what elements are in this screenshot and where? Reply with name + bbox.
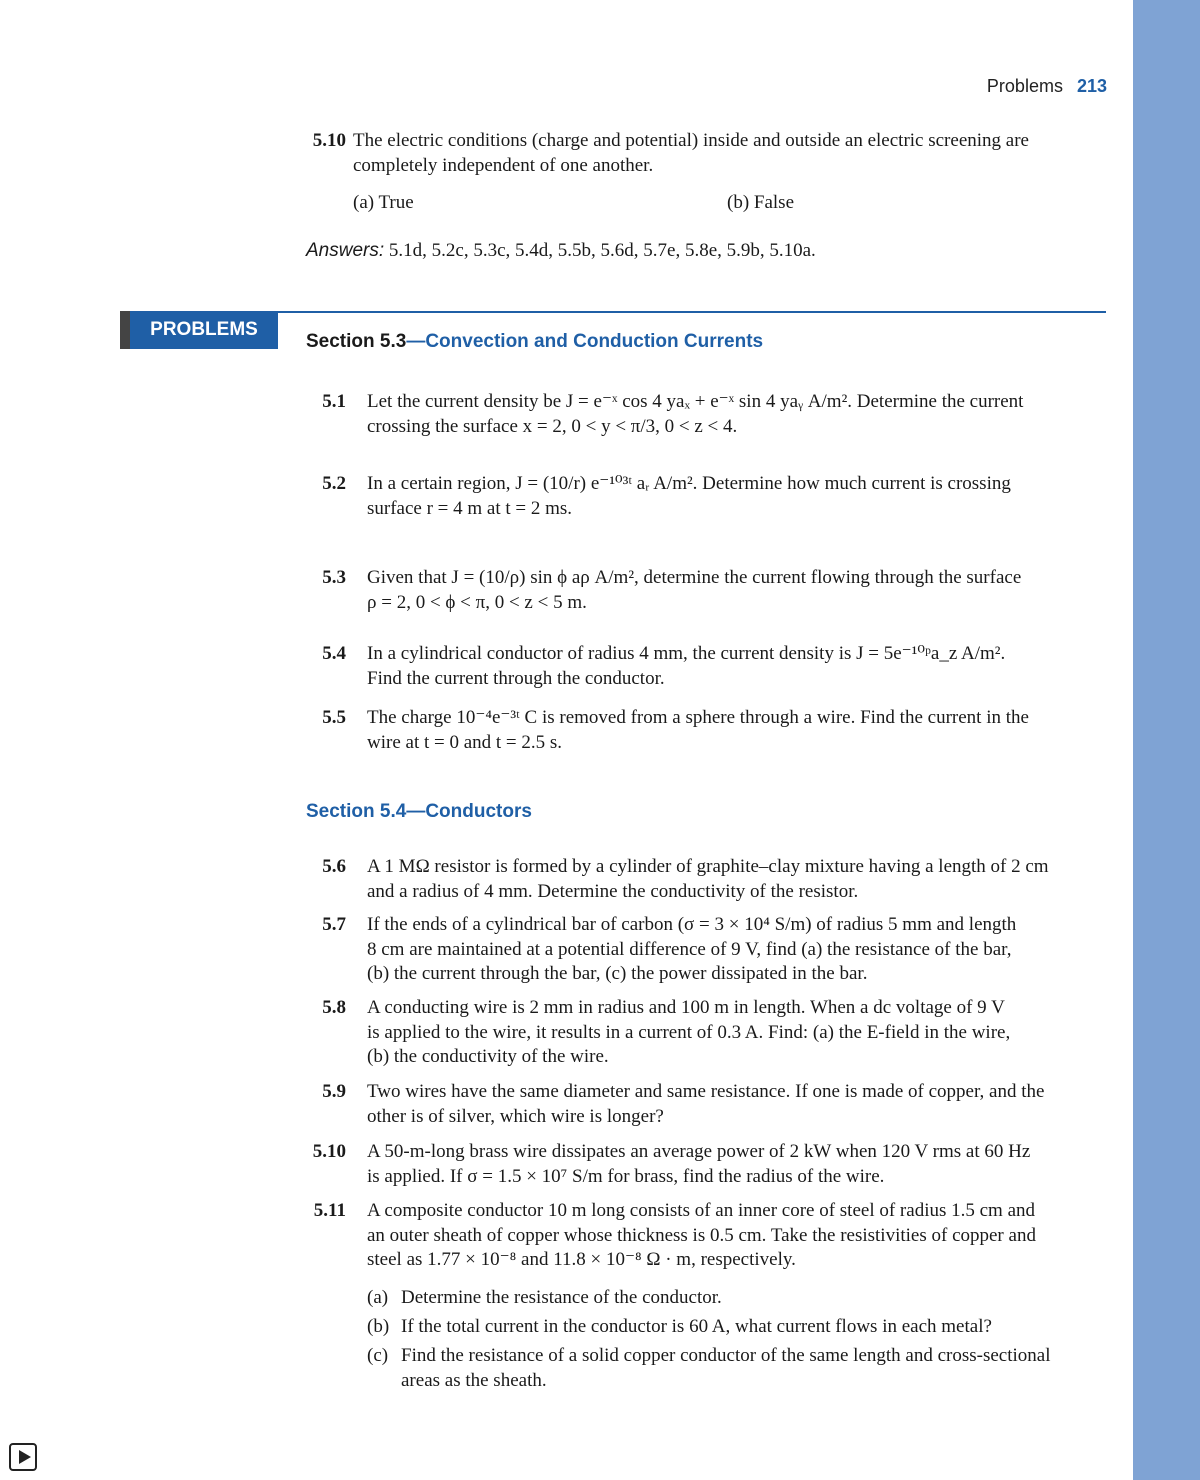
problem-number: 5.4 — [322, 643, 346, 664]
answers-line — [306, 239, 816, 263]
section-number: Section 5.3 — [306, 331, 407, 352]
problem-line: wire at t = 0 and t = 2.5 s. — [367, 731, 563, 753]
subpart-text-continued: areas as the sheath. — [401, 1369, 547, 1391]
problem-line: ρ = 2, 0 < ϕ < π, 0 < z < 5 m. — [367, 591, 587, 613]
play-icon[interactable] — [9, 1443, 37, 1471]
problem-line: Find the current through the conductor. — [367, 667, 665, 689]
problem-line: is applied. If σ = 1.5 × 10⁷ S/m for brass, find the radius of the wire. — [367, 1165, 885, 1187]
problem-number: 5.1 — [322, 391, 346, 412]
page-number: 213 — [1076, 76, 1107, 96]
problem-line: crossing the surface x = 2, 0 < y < π/3, 0 < z < 4. — [367, 415, 738, 437]
problem-line: steel as 1.77 × 10⁻⁸ and 11.8 × 10⁻⁸ Ω · m, respectively. — [367, 1249, 796, 1270]
subpart-text: Find the resistance of a solid copper conductor of the same length and cross-sectional — [401, 1345, 1051, 1366]
problem-number: 5.2 — [322, 473, 346, 494]
problem-number: 5.5 — [322, 707, 346, 728]
subpart-label: (b) — [367, 1316, 390, 1337]
problem-line: is applied to the wire, it results in a current of 0.3 A. Find: (a) the E-field in the wire, — [367, 1021, 1011, 1043]
subpart-c — [367, 1344, 1109, 1393]
review-question-line-1: The electric conditions (charge and potential) inside and outside an electric screening are — [353, 130, 1029, 151]
problem-number: 5.10 — [312, 1141, 346, 1162]
problem-line: and a radius of 4 mm. Determine the conductivity of the resistor. — [367, 880, 859, 902]
problem-line: Let the current density be J = e⁻ˣ cos 4 yaₓ + e⁻ˣ sin 4 yaᵧ A/m². Determine the current — [367, 391, 1024, 412]
subpart-text: If the total current in the conductor is 60 A, what current flows in each metal? — [401, 1316, 992, 1337]
answers-label: Answers: — [306, 240, 385, 261]
subpart-a — [367, 1286, 1109, 1311]
problems-tag: PROBLEMS — [120, 311, 278, 349]
side-band — [1133, 0, 1200, 1480]
section-number: Section 5.4 — [306, 801, 407, 822]
problem-line: an outer sheath of copper whose thickness is 0.5 cm. Take the resistivities of copper and — [367, 1224, 1036, 1246]
header-label: Problems — [986, 76, 1063, 96]
problem-number: 5.6 — [322, 856, 346, 877]
problem-line: If the ends of a cylindrical bar of carbon (σ = 3 × 10⁴ S/m) of radius 5 mm and length — [367, 914, 1017, 935]
section-heading-5-4 — [306, 801, 532, 823]
review-option-a: (a) True — [353, 192, 414, 213]
review-option-b: (b) False — [727, 192, 795, 213]
problem-line: A composite conductor 10 m long consists of an inner core of steel of radius 1.5 cm and — [367, 1200, 1036, 1221]
problem-line: A conducting wire is 2 mm in radius and 100 m in length. When a dc voltage of 9 V — [367, 997, 1005, 1018]
answers-text: 5.1d, 5.2c, 5.3c, 5.4d, 5.5b, 5.6d, 5.7e, 5.8e, 5.9b, 5.10a. — [388, 240, 816, 261]
section-heading-5-3 — [306, 331, 763, 353]
problem-line: In a cylindrical conductor of radius 4 mm, the current density is J = 5e⁻¹⁰ᵖa_z A/m². — [367, 643, 1006, 664]
subpart-label: (a) — [367, 1287, 389, 1308]
problem-number: 5.3 — [322, 567, 346, 588]
problem-line: A 50-m-long brass wire dissipates an average power of 2 kW when 120 V rms at 60 Hz — [367, 1141, 1031, 1162]
problem-number: 5.7 — [322, 914, 346, 935]
problem-line: surface r = 4 m at t = 2 ms. — [367, 497, 573, 519]
section-title: —Convection and Conduction Currents — [406, 331, 764, 352]
problem-line: other is of silver, which wire is longer? — [367, 1105, 664, 1127]
problem-line: A 1 MΩ resistor is formed by a cylinder of graphite–clay mixture having a length of 2 cm — [367, 856, 1049, 877]
problem-line: 8 cm are maintained at a potential difference of 9 V, find (a) the resistance of the bar, — [367, 938, 1012, 960]
problem-line: (b) the conductivity of the wire. — [367, 1046, 609, 1067]
subpart-text: Determine the resistance of the conductor. — [401, 1287, 722, 1308]
subpart-label: (c) — [367, 1345, 389, 1366]
running-header — [987, 76, 1107, 97]
problem-line: Given that J = (10/ρ) sin ϕ aρ A/m², determine the current flowing through the surface — [367, 567, 1022, 588]
problem-number: 5.11 — [313, 1200, 346, 1221]
problem-line: In a certain region, J = (10/r) e⁻¹⁰³ᵗ aᵣ A/m². Determine how much current is crossing — [367, 473, 1011, 494]
problem-line: The charge 10⁻⁴e⁻³ᵗ C is removed from a sphere through a wire. Find the current in the — [367, 707, 1029, 728]
section-title: —Conductors — [406, 801, 532, 822]
review-question-line-2: completely independent of one another. — [353, 154, 654, 176]
problem-line: Two wires have the same diameter and same resistance. If one is made of copper, and the — [367, 1081, 1045, 1102]
subpart-b — [367, 1315, 1109, 1340]
section-rule — [278, 311, 1106, 313]
review-question-number: 5.10 — [312, 130, 346, 151]
problem-number: 5.9 — [322, 1081, 346, 1102]
problem-line: (b) the current through the bar, (c) the power dissipated in the bar. — [367, 963, 868, 984]
problem-number: 5.8 — [322, 997, 346, 1018]
